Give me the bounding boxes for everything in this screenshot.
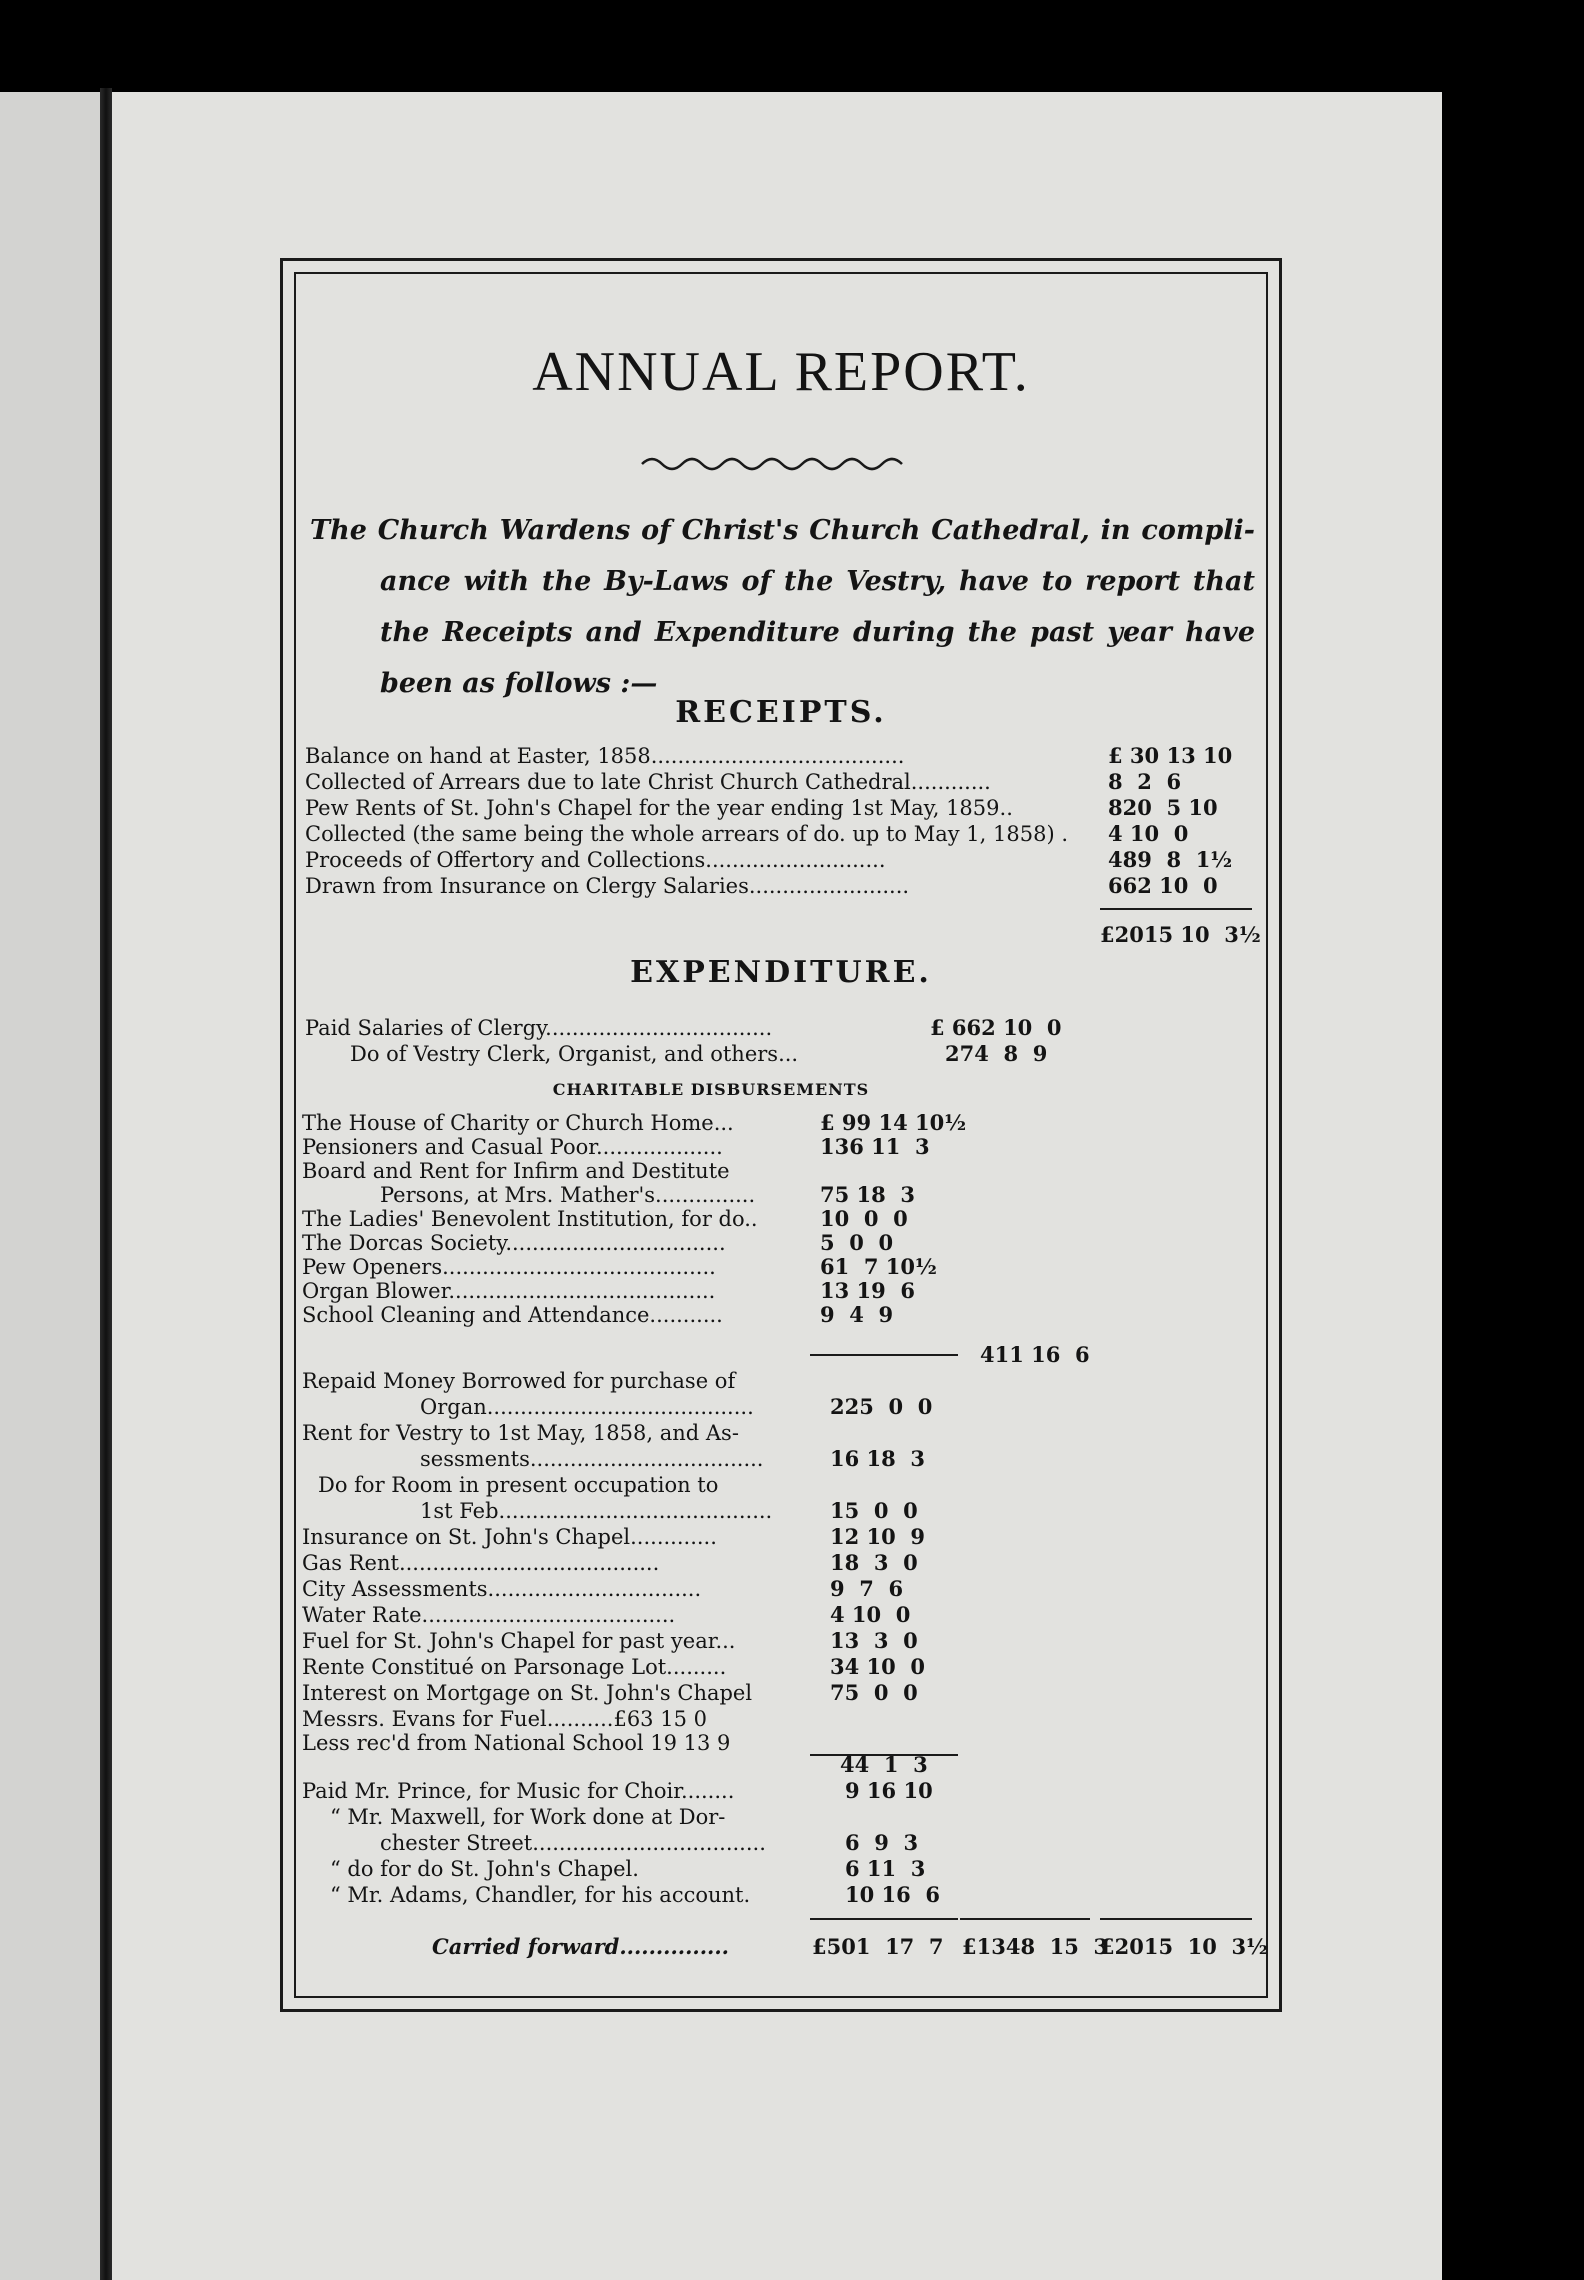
expense-row — [0, 1706, 1584, 1732]
charitable-total: 411 16 6 — [980, 1342, 1090, 1367]
charitable-row — [0, 1278, 1584, 1304]
receipt-amount: £ 30 13 10 — [1108, 743, 1233, 768]
expense-row — [0, 1446, 1584, 1472]
intro-line: ance with the By-Laws of the Vestry, have to report that — [380, 566, 1255, 597]
expense-label: Rent for Vestry to 1st May, 1858, and As- — [302, 1421, 739, 1445]
expense-amount: 75 0 0 — [830, 1680, 918, 1705]
expense-row — [0, 1498, 1584, 1524]
payment-label: “ Mr. Adams, Chandler, for his account. — [330, 1883, 751, 1907]
expense-label: Messrs. Evans for Fuel..........£63 15 0 — [302, 1707, 707, 1731]
expense-amount: 225 0 0 — [830, 1394, 933, 1419]
payment-row — [0, 1804, 1584, 1830]
charitable-row — [0, 1134, 1584, 1160]
charitable-label: Organ Blower........................................ — [302, 1279, 716, 1303]
salary-amount: £ 662 10 0 — [930, 1015, 1062, 1040]
expense-amount: 4 10 0 — [830, 1602, 911, 1627]
expense-label: sessments................................... — [420, 1447, 764, 1471]
expense-amount: 12 10 9 — [830, 1524, 925, 1549]
charitable-total-row — [0, 1342, 1584, 1368]
expense-row — [0, 1628, 1584, 1654]
salary-row — [0, 1015, 1584, 1041]
expense-row — [0, 1394, 1584, 1420]
expense-row — [0, 1368, 1584, 1394]
receipt-amount: 489 8 1½ — [1108, 847, 1233, 872]
receipt-amount: 4 10 0 — [1108, 821, 1189, 846]
expense-label: Water Rate...................................... — [302, 1603, 676, 1627]
payment-row — [0, 1778, 1584, 1804]
expense-row — [0, 1550, 1584, 1576]
carried-rule-2 — [960, 1918, 1090, 1920]
charitable-label: Persons, at Mrs. Mather's............... — [380, 1183, 756, 1207]
charitable-label: The Ladies' Benevolent Institution, for do.. — [302, 1207, 758, 1231]
expense-row — [0, 1680, 1584, 1706]
receipt-label: Collected (the same being the whole arrears of do. up to May 1, 1858) . — [305, 822, 1069, 846]
carried-forward-label: Carried forward............... — [432, 1934, 729, 1959]
payment-amount: 6 11 3 — [845, 1856, 926, 1881]
charitable-amount: 5 0 0 — [820, 1230, 894, 1255]
salary-label: Do of Vestry Clerk, Organist, and others... — [350, 1042, 799, 1066]
expense-amount: 18 3 0 — [830, 1550, 918, 1575]
expense-amount: 15 0 0 — [830, 1498, 918, 1523]
payment-label: chester Street................................... — [380, 1831, 766, 1855]
expense-label: Insurance on St. John's Chapel............. — [302, 1525, 717, 1549]
charitable-label: School Cleaning and Attendance........... — [302, 1303, 723, 1327]
intro-line: been as follows :— — [380, 668, 658, 699]
charitable-row — [0, 1254, 1584, 1280]
charitable-amount: 61 7 10½ — [820, 1254, 937, 1279]
charitable-amount: £ 99 14 10½ — [820, 1110, 967, 1135]
carried-rule-1 — [810, 1918, 958, 1920]
receipt-label: Proceeds of Offertory and Collections........................... — [305, 848, 886, 872]
expense-label: Do for Room in present occupation to — [318, 1473, 719, 1497]
charitable-row — [0, 1158, 1584, 1184]
charitable-row — [0, 1302, 1584, 1328]
carried-col3: £2015 10 3½ — [1100, 1934, 1269, 1959]
charitable-row — [0, 1110, 1584, 1136]
expense-amount: 34 10 0 — [830, 1654, 925, 1679]
expense-row — [0, 1654, 1584, 1680]
payment-row — [0, 1882, 1584, 1908]
charitable-heading: CHARITABLE DISBURSEMENTS — [552, 1080, 870, 1099]
payment-row — [0, 1856, 1584, 1882]
expense-label: Less rec'd from National School 19 13 9 — [302, 1731, 731, 1755]
payment-row — [0, 1830, 1584, 1856]
charitable-amount: 10 0 0 — [820, 1206, 908, 1231]
charitable-amount: 13 19 6 — [820, 1278, 915, 1303]
salary-row — [0, 1041, 1584, 1067]
intro-line: the Receipts and Expenditure during the past year have — [380, 617, 1255, 648]
report-title: ANNUAL REPORT. — [532, 341, 1030, 403]
expense-label: Gas Rent....................................... — [302, 1551, 660, 1575]
expense-label: City Assessments................................ — [302, 1577, 702, 1601]
receipt-amount: 8 2 6 — [1108, 769, 1182, 794]
charitable-label: The Dorcas Society................................. — [302, 1231, 726, 1255]
carried-forward-row — [0, 1934, 1584, 1960]
payment-label: “ Mr. Maxwell, for Work done at Dor- — [330, 1805, 726, 1829]
intro-line: The Church Wardens of Christ's Church Cathedral, in compli- — [310, 515, 1255, 546]
expense-row — [0, 1420, 1584, 1446]
charitable-row — [0, 1182, 1584, 1208]
charitable-label: Pensioners and Casual Poor................... — [302, 1135, 723, 1159]
expense-row — [0, 1602, 1584, 1628]
receipt-amount: 820 5 10 — [1108, 795, 1218, 820]
payment-amount: 10 16 6 — [845, 1882, 940, 1907]
payment-amount: 6 9 3 — [845, 1830, 919, 1855]
salary-amount: 274 8 9 — [945, 1041, 1048, 1066]
salary-label: Paid Salaries of Clergy.................................. — [305, 1016, 773, 1040]
charitable-amount: 136 11 3 — [820, 1134, 930, 1159]
expense-label: Organ........................................ — [420, 1395, 754, 1419]
expense-label: 1st Feb......................................... — [420, 1499, 773, 1523]
expense-label: Repaid Money Borrowed for purchase of — [302, 1369, 736, 1393]
carried-col1: £501 17 7 — [812, 1934, 944, 1959]
expense-row — [0, 1524, 1584, 1550]
expense-label: Interest on Mortgage on St. John's Chapel — [302, 1681, 753, 1705]
expense-amount: 16 18 3 — [830, 1446, 925, 1471]
expense-amount: 9 7 6 — [830, 1576, 904, 1601]
charitable-row — [0, 1206, 1584, 1232]
payment-label: “ do for do St. John's Chapel. — [330, 1857, 639, 1881]
receipt-label: Drawn from Insurance on Clergy Salaries........................ — [305, 874, 910, 898]
evans-net-row — [0, 1752, 1584, 1778]
expense-row — [0, 1576, 1584, 1602]
receipt-label: Pew Rents of St. John's Chapel for the year ending 1st May, 1859.. — [305, 796, 1013, 820]
expense-label: Fuel for St. John's Chapel for past year... — [302, 1629, 736, 1653]
charitable-amount: 9 4 9 — [820, 1302, 894, 1327]
receipts-heading: RECEIPTS. — [675, 695, 887, 730]
receipt-amount: 662 10 0 — [1108, 873, 1218, 898]
expenditure-heading: EXPENDITURE. — [630, 955, 932, 990]
expense-label: Rente Constitué on Parsonage Lot......... — [302, 1655, 727, 1679]
expense-row — [0, 1472, 1584, 1498]
payment-amount: 9 16 10 — [845, 1778, 933, 1803]
charitable-label: Board and Rent for Infirm and Destitute — [302, 1159, 730, 1183]
charitable-label: Pew Openers......................................... — [302, 1255, 716, 1279]
evans-net-amount: 44 1 3 — [840, 1752, 928, 1777]
expense-amount: 13 3 0 — [830, 1628, 918, 1653]
carried-rule-3 — [1100, 1918, 1252, 1920]
receipt-label: Collected of Arrears due to late Christ Church Cathedral............ — [305, 770, 991, 794]
charitable-label: The House of Charity or Church Home... — [302, 1111, 734, 1135]
carried-col2: £1348 15 3 — [962, 1934, 1109, 1959]
payment-label: Paid Mr. Prince, for Music for Choir........ — [302, 1779, 735, 1803]
charitable-row — [0, 1230, 1584, 1256]
charitable-amount: 75 18 3 — [820, 1182, 915, 1207]
receipt-label: Balance on hand at Easter, 1858...................................... — [305, 744, 905, 768]
receipts-total: £2015 10 3½ — [1100, 922, 1261, 947]
